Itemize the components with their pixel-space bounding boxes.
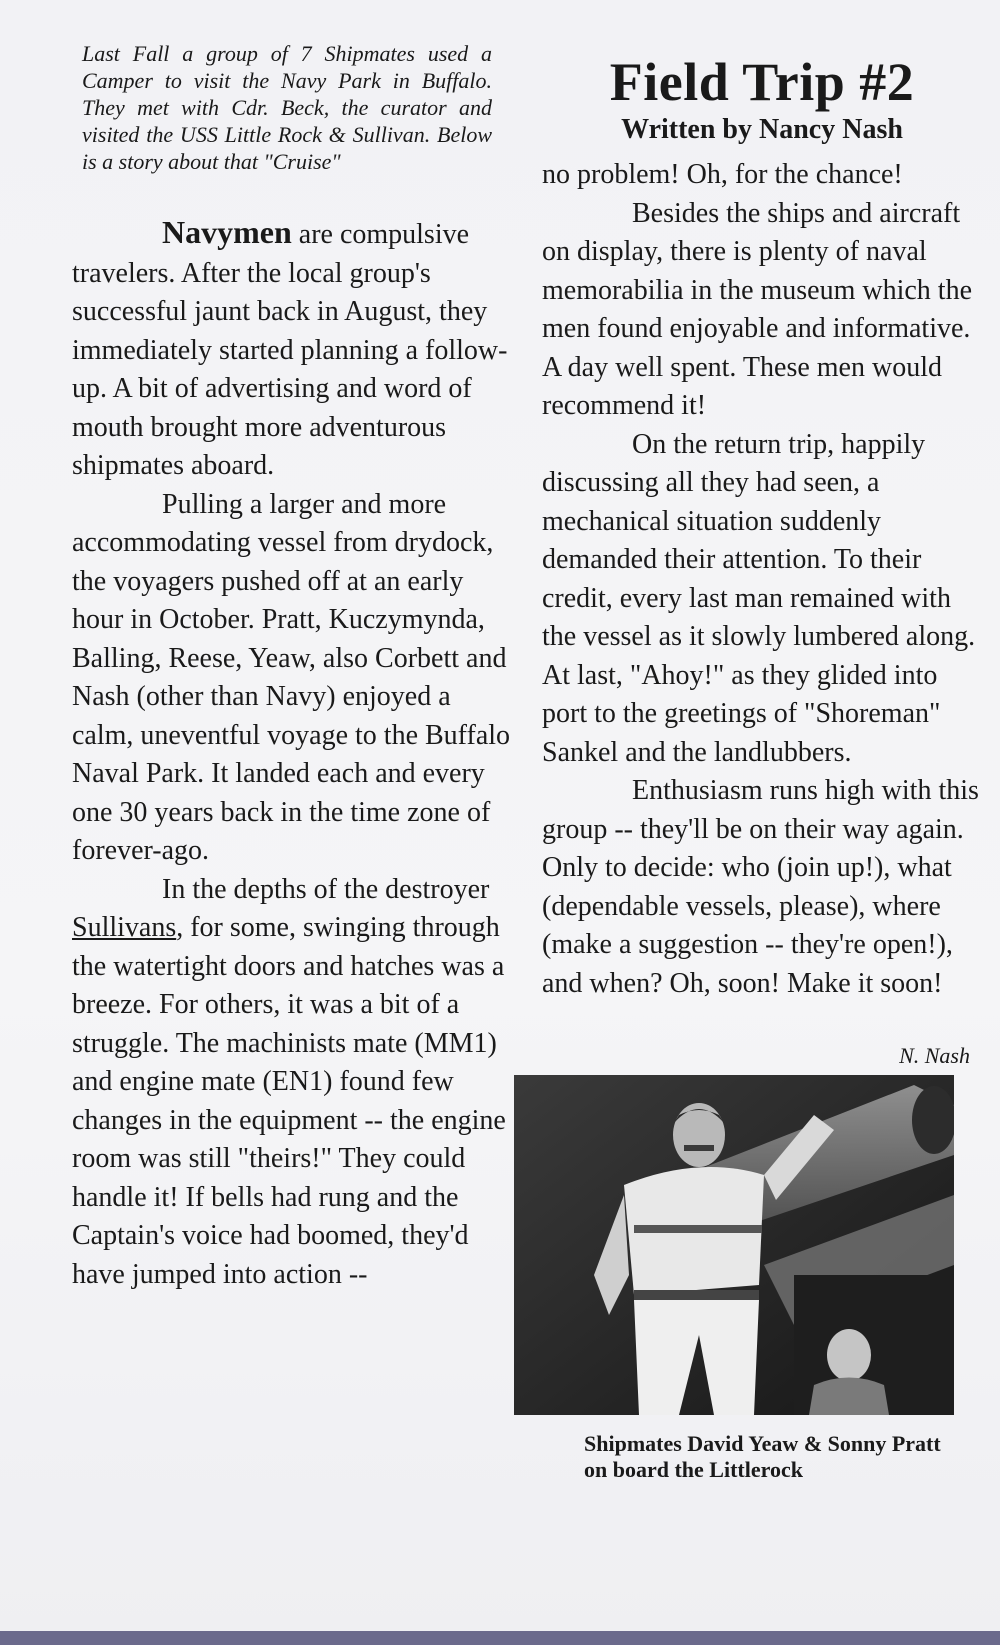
paragraph-1-text: are compulsive travelers. After the local group's successful jaunt back in August, they immediately started planning a follow-up. A bit of advertising and word of mouth brought more adventurous shipmates aboard. (72, 219, 508, 481)
ship-name: Sullivans (72, 912, 177, 943)
article-body-left (72, 213, 512, 1294)
paragraph-4 (542, 195, 982, 426)
paragraph-3-text: , for some, swinging through the watertight doors and hatches was a breeze. For others, it was a bit of a struggle. The machinists mate (MM1) and engine mate (EN1) found few changes in the equipment -- the engine room was still "theirs!" They could handle it! If bells had rung and the Captain's voice had boomed, they'd have jumped into action -- (72, 912, 506, 1290)
paragraph-5-text: On the return trip, happily discussing all they had seen, a mechanical situation suddenly demanded their attention. To their credit, every last man remained with the vessel as it slowly lumbered along. At last, "Ahoy!" as they glided into port to the greetings of "Shoreman" Sankel and the landlubbers. (542, 428, 976, 768)
article-body-right (542, 156, 982, 1003)
paragraph-6-text: Enthusiasm runs high with this group -- they'll be on their way again. Only to decide: who (join up!), what (dependable vessels, please), where (make a suggestion -- they're open!), and when? Oh, soon! Make it soon! (542, 775, 979, 999)
page-bottom-edge (0, 1631, 1000, 1645)
shipmates-photo (514, 1075, 954, 1415)
article-title: Field Trip #2 (609, 52, 915, 112)
lead-word: Navymen (162, 214, 292, 250)
photo-caption: Shipmates David Yeaw & Sonny Pratt on board the Littlerock (584, 1431, 941, 1482)
paragraph-5 (542, 426, 982, 773)
paragraph-3 (72, 871, 512, 1295)
paragraph-3-start: In the depths of the destroyer (162, 873, 490, 905)
paragraph-2-text: Pulling a larger and more accommodating vessel from drydock, the voyagers pushed off at an early hour in October. Pratt, Kuczymynda, Balling, Reese, Yeaw, also Corbett and Nash (other than Navy) enjoyed a calm, uneventful voyage to the Buffalo Naval Park. It landed each and every one 30 years back in the time zone of forever-ago. (72, 488, 511, 866)
paragraph-3-continued: no problem! Oh, for the chance! (542, 159, 903, 190)
paragraph-1 (72, 213, 512, 486)
author-signature: N. Nash (899, 1043, 970, 1068)
intro-note: Last Fall a group of 7 Shipmates used a Camper to visit the Navy Park in Buffalo. They met with Cdr. Beck, the curator and visited the USS Little Rock & Sullivan. Below is a story about that "Cruise" (82, 41, 492, 174)
right-column (542, 52, 982, 1483)
paragraph-4-text: Besides the ships and aircraft on display, there is plenty of naval memorabilia in the museum which the men found enjoyable and informative. A day well spent. These men would recommend it! (542, 197, 973, 421)
left-column (72, 40, 512, 1294)
article-byline: Written by Nancy Nash (621, 114, 903, 145)
paragraph-2 (72, 486, 512, 871)
photo-illustration (514, 1075, 954, 1415)
paragraph-6 (542, 772, 982, 1003)
